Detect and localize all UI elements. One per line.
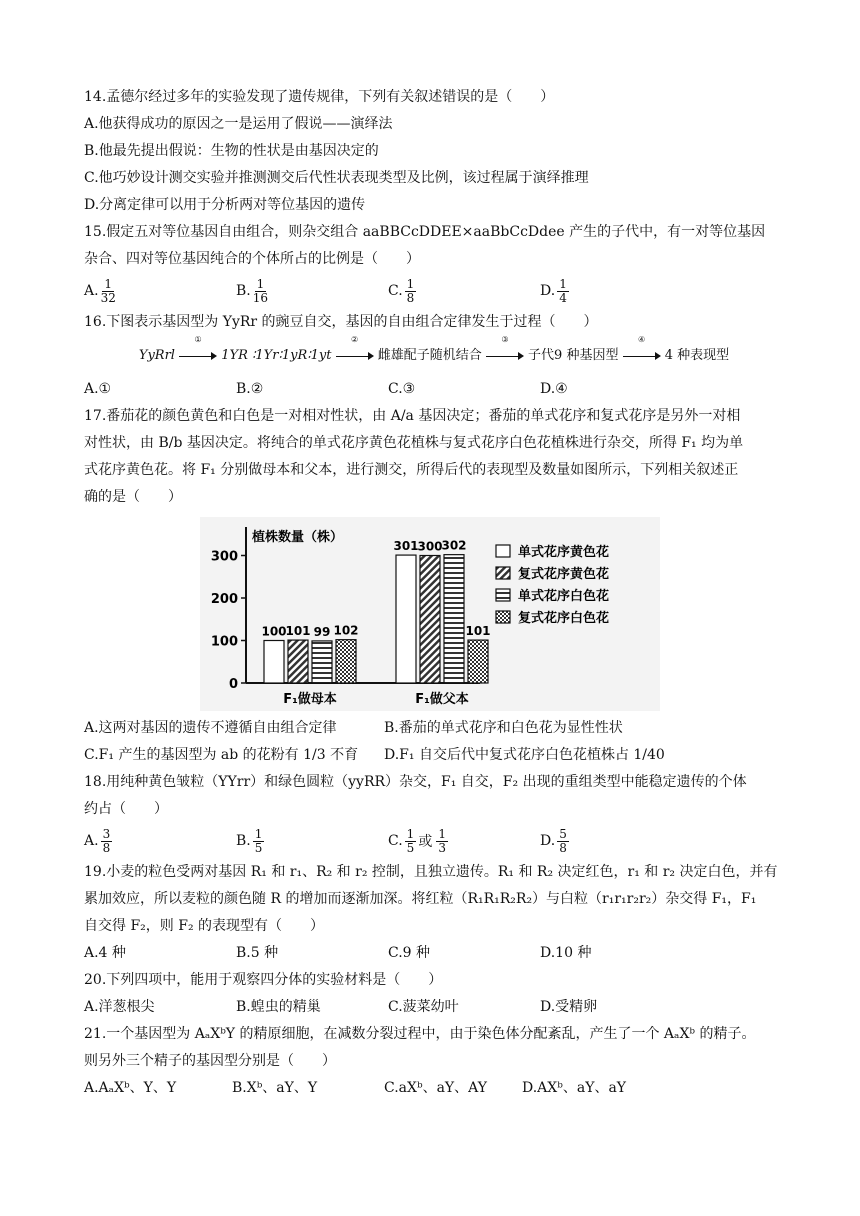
numerator: 1 [559,276,567,291]
step-label: ② [351,334,359,344]
numerator: 1 [256,276,265,291]
q17-options-row-1 [84,715,784,742]
bar [444,555,464,683]
flow-start: YyRrl [138,348,175,363]
flow-arrow-4 [623,334,661,361]
q18-option-c[interactable] [388,828,540,855]
q18-stem-2: 约占（ ） [84,801,168,817]
q19-stem-3: 自交得 F₂，则 F₂ 的表现型有（ ） [84,918,325,934]
q19-option-d[interactable]: D.10 种 [540,945,592,961]
q17-option-a[interactable]: A.这两对基因的遗传不遵循自由组合定律 [84,720,337,736]
numerator: 1 [254,826,263,841]
q18-option-b[interactable] [236,828,388,855]
denominator: 8 [559,840,567,855]
q21-options [84,1075,784,1102]
q20-option-a[interactable]: A.洋葱根尖 [84,999,155,1015]
flow-arrow-1 [179,334,217,361]
option-label: D. [540,283,556,299]
legend-label: 单式花序黄色花 [518,545,610,560]
bar [264,641,284,684]
q17-option-b[interactable]: B.番茄的单式花序和白色花为显性性状 [384,720,623,736]
option-label: C. [388,833,403,849]
data-label: 300 [417,539,443,554]
flow-phenotypes: 4 种表现型 [664,348,730,363]
bar [468,640,488,683]
q19-option-a[interactable]: A.4 种 [84,945,126,961]
q17-option-c[interactable]: C.F₁ 产生的基因型为 ab 的花粉有 1/3 不育 [84,747,359,763]
legend-swatch [496,567,510,579]
q16-option-d[interactable]: D.④ [540,381,568,397]
step-label: ① [194,334,202,344]
flow-genotypes: 子代9 种基因型 [528,348,619,363]
q19-options [84,940,784,967]
q21-option-a[interactable]: A.AₐXᵇ、Y、Y [84,1080,177,1096]
fraction [405,828,417,855]
flow-arrow-2 [336,334,374,361]
bar [336,640,356,683]
q20-option-c[interactable]: C.菠菜幼叶 [388,999,459,1015]
data-label: 102 [333,623,359,638]
denominator: 4 [559,290,567,305]
q15-option-a[interactable] [84,278,236,305]
denominator: 5 [406,840,415,855]
bar [312,641,332,683]
denominator: 5 [254,840,263,855]
q16-flow-diagram [84,336,784,376]
q14-option-d[interactable]: D.分离定律可以用于分析两对等位基因的遗传 [84,197,366,213]
q18-options [84,823,784,859]
q15-stem-1: 15.假定五对等位基因自由组合，则杂交组合 aaBBCcDDEE×aaBbCcDdee 产生的子代中，有一对等位基因 [84,224,766,240]
numerator: 5 [559,826,567,841]
legend-label: 复式花序黄色花 [518,567,610,582]
data-label: 100 [261,624,287,639]
numerator: 1 [104,276,113,291]
q16-option-b[interactable]: B.② [236,381,264,397]
legend-swatch [496,589,510,601]
y-tick-label: 100 [210,634,238,650]
q21-stem-1: 21.一个基因型为 AₐXᵇY 的精原细胞，在减数分裂过程中，由于染色体分配紊乱，产生了一个 AₐXᵇ 的精子。 [84,1026,756,1042]
numerator: 1 [438,826,446,841]
data-label: 302 [441,538,467,553]
data-label: 101 [465,624,491,639]
bar [396,555,416,683]
option-label: A. [84,283,99,299]
option-label: B. [236,833,251,849]
q17-bar-chart [200,517,660,711]
data-label: 301 [393,539,419,554]
q19-option-c[interactable]: C.9 种 [388,945,431,961]
q15-option-c[interactable] [388,278,540,305]
or-word: 或 [418,834,433,850]
option-label: B. [236,283,251,299]
q17-stem-2: 对性状，由 B/b 基因决定。将纯合的单式花序黄色花植株与复式花序白色花植株进行杂交，所得 F₁ 均为单 [84,435,744,451]
bar [420,556,440,684]
flow-gametes: 1YR ∶1Yr∶1yR∶1yt [221,348,332,363]
q17-options-row-2 [84,742,784,769]
y-tick-label: 200 [210,592,238,607]
q16-option-c[interactable]: C.③ [388,381,416,397]
q21-option-d[interactable]: D.AXᵇ、aY、aY [522,1080,627,1096]
numerator: 3 [102,826,111,841]
denominator: 16 [252,290,269,305]
fraction [101,828,113,855]
q16-options [84,376,784,403]
q21-stem-2: 则另外三个精子的基因型分别是（ ） [84,1053,336,1069]
option-label: C. [388,283,403,299]
step-label: ④ [638,334,646,344]
denominator: 32 [100,290,116,305]
bar [288,640,308,683]
q18-stem-1: 18.用纯种黄色皱粒（YYrr）和绿色圆粒（yyRR）杂交，F₁ 自交，F₂ 出现的重组类型中能稳定遗传的个体 [84,774,747,790]
flow-arrow-3 [486,334,524,361]
numerator: 1 [406,276,415,291]
y-axis-label: 植株数量（株） [252,530,344,545]
fraction [253,828,265,855]
q20-option-d[interactable]: D.受精卵 [540,999,598,1015]
q19-stem-1: 19.小麦的粒色受两对基因 R₁ 和 r₁、R₂ 和 r₂ 控制，且独立遗传。R₁ 和 R₂ 决定红色，r₁ 和 r₂ 决定白色，并有 [84,864,778,880]
legend-label: 单式花序白色花 [518,589,610,604]
q21-option-b[interactable]: B.Xᵇ、aY、Y [232,1080,318,1096]
q15-options [84,273,784,309]
x-category-label: F₁做父本 [415,692,469,707]
data-label: 99 [313,624,331,639]
q17-option-d[interactable]: D.F₁ 自交后代中复式花序白色花植株占 1/40 [384,747,665,763]
x-category-label: F₁做母本 [283,692,337,707]
q17-stem-3: 式花序黄色花。将 F₁ 分别做母本和父本，进行测交，所得后代的表现型及数量如图所示，下列相关叙述正 [84,462,739,478]
exam-page [84,84,784,1102]
q19-option-b[interactable]: B.5 种 [236,945,279,961]
flow-fusion: 雌雄配子随机结合 [377,348,482,363]
data-label: 101 [285,624,311,639]
denominator: 3 [438,840,446,855]
q15-option-b[interactable] [236,278,388,305]
q15-option-d[interactable] [540,278,692,305]
fraction [253,278,268,305]
denominator: 8 [406,290,415,305]
option-label: D. [540,833,556,849]
legend-label: 复式花序白色花 [518,611,610,626]
q18-option-a[interactable] [84,828,236,855]
fraction [436,828,448,855]
legend-swatch [496,611,510,623]
fraction [557,278,569,305]
q16-stem: 16.下图表示基因型为 YyRr 的豌豆自交，基因的自由组合定律发生于过程（ ） [84,314,598,330]
q15-stem-2: 杂合、四对等位基因纯合的个体所占的比例是（ ） [84,251,420,267]
step-label: ③ [501,334,509,344]
q14-option-b[interactable]: B.他最先提出假说：生物的性状是由基因决定的 [84,143,379,159]
q14-stem: 14.孟德尔经过多年的实验发现了遗传规律，下列有关叙述错误的是（ ） [84,89,555,105]
denominator: 8 [102,840,111,855]
q14-option-c[interactable]: C.他巧妙设计测交实验并推测测交后代性状表现类型及比例，该过程属于演绎推理 [84,170,589,186]
q20-option-b[interactable]: B.蝗虫的精巢 [236,999,321,1015]
y-tick-label: 0 [228,677,238,692]
q14-option-a[interactable]: A.他获得成功的原因之一是运用了假说——演绎法 [84,116,393,132]
q19-stem-2: 累加效应，所以麦粒的颜色随 R 的增加而逐渐加深。将红粒（R₁R₁R₂R₂）与白粒（r₁r₁r₂r₂）杂交得 F₁，F₁ [84,891,757,907]
q18-option-d[interactable] [540,828,692,855]
q20-options [84,994,784,1021]
fraction [101,278,116,305]
legend-swatch [496,545,510,557]
q21-option-c[interactable]: C.aXᵇ、aY、AY [384,1080,487,1096]
q20-stem: 20.下列四项中，能用于观察四分体的实验材料是（ ） [84,972,443,988]
q17-stem-4: 确的是（ ） [84,489,182,505]
option-label: A. [84,833,99,849]
y-tick-label: 300 [210,549,238,565]
q16-option-a[interactable]: A.① [84,381,112,397]
chart-svg [200,517,660,711]
q17-stem-1: 17.番茄花的颜色黄色和白色是一对相对性状，由 A/a 基因决定；番茄的单式花序和复式花序是另外一对相 [84,408,741,424]
fraction [405,278,417,305]
numerator: 1 [406,826,415,841]
fraction [557,828,569,855]
